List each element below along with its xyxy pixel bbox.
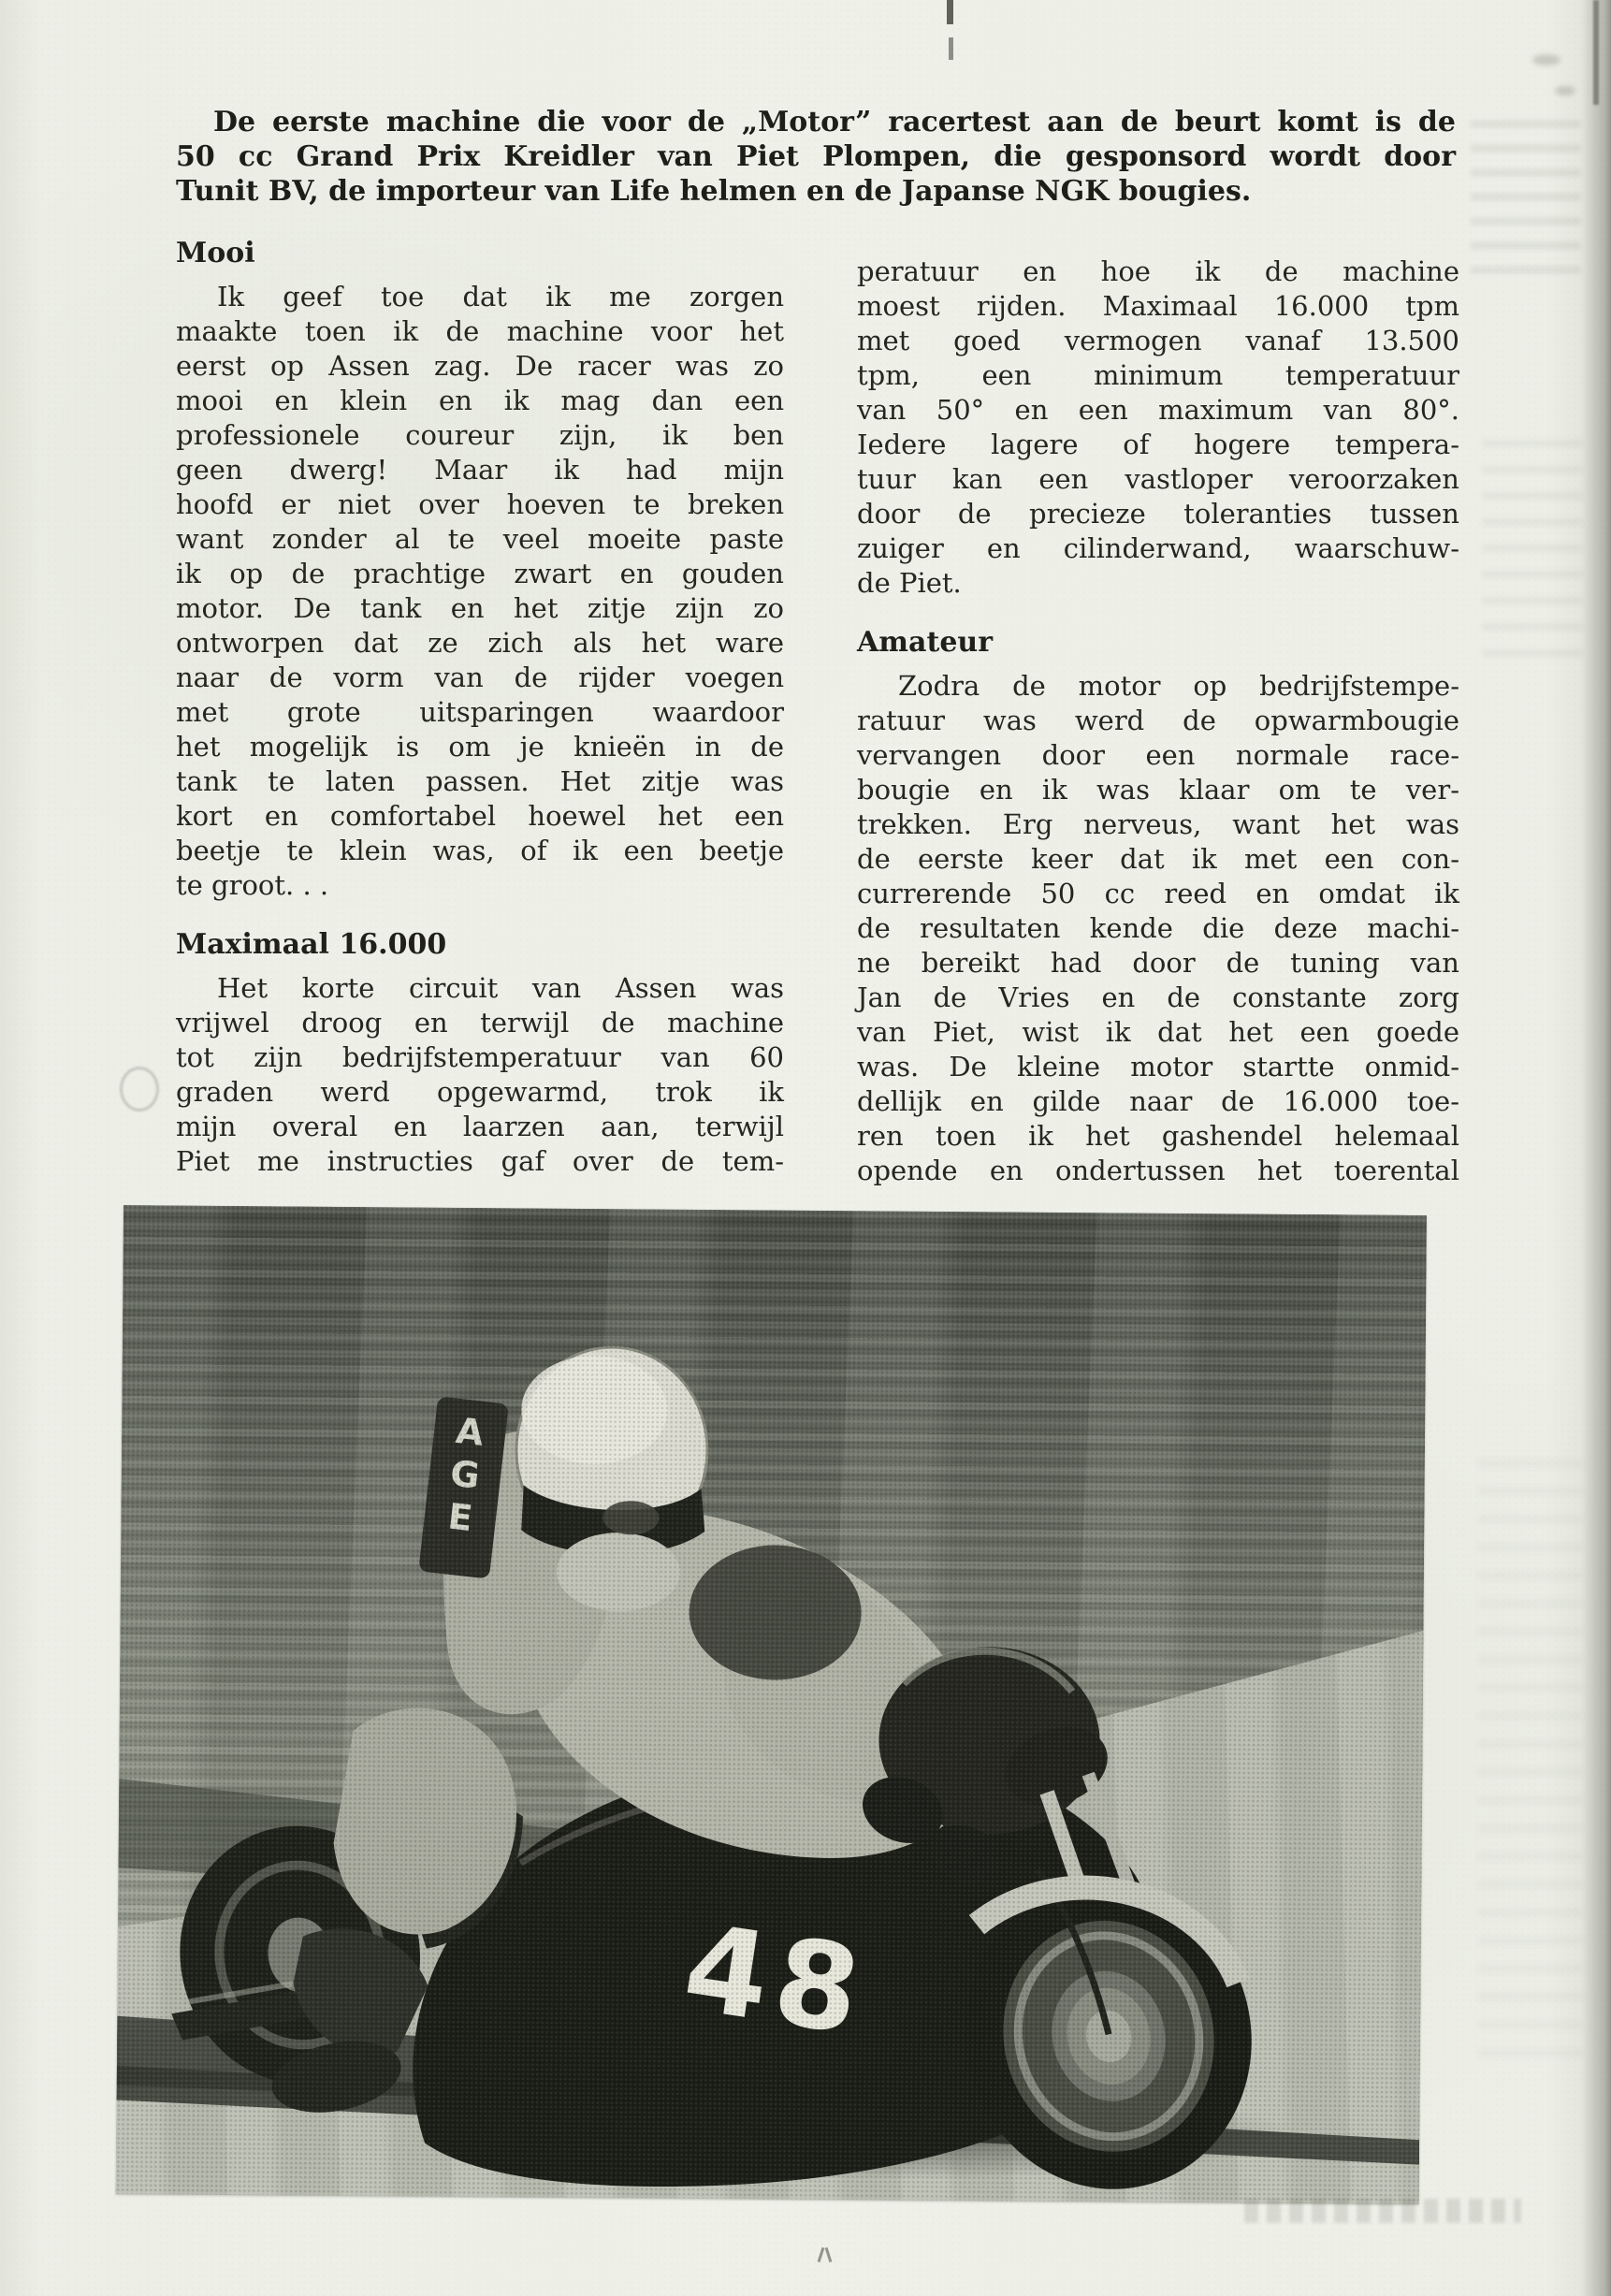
section-heading: Mooi [176,237,255,269]
text-line: Het korte circuit van Assen was [217,972,784,1004]
text-line: Zodra de motor op bedrijfstempe- [898,670,1459,702]
stray-pen-mark [825,2247,833,2262]
text-line: met grote uitsparingen waardoor [176,696,784,728]
text-line: trekken. Erg nerveus, want het was [857,808,1459,840]
photo-halftone-overlay-light [116,1205,1427,2204]
scan-smudge [1555,86,1575,95]
text-line: beetje te klein was, of ik een beetje [176,835,784,866]
text-line: hoofd er niet over hoeven te breken [176,488,784,520]
text-line: de resultaten kende die deze machi- [857,912,1459,944]
text-line: tpm, een minimum temperatuur [857,359,1459,391]
text-line: want zonder al te veel moeite paste [176,523,784,555]
page-right-edge-shadow [1581,0,1611,2296]
text-line: peratuur en hoe ik de machine [857,255,1459,287]
text-line: kort en comfortabel hoewel het een [176,800,784,832]
text-line: vervangen door een normale race- [857,739,1459,771]
bleed-through-text-ghost [1471,120,1581,279]
stray-pen-mark [818,2247,825,2262]
section-heading: Maximaal 16.000 [176,928,447,961]
text-line: ne bereikt had door de tuning van [857,947,1459,979]
intro-line: 50 cc Grand Prix Kreidler van Piet Plompen, die gesponsord wordt door [176,140,1456,173]
text-line: Iedere lagere of hogere tempera- [857,429,1459,460]
text-line: vrijwel droog en terwijl de machine [176,1007,784,1039]
text-line: opende en ondertussen het toerental [857,1155,1459,1186]
race-photo [116,1205,1427,2204]
text-line: eerst op Assen zag. De racer was zo [176,350,784,382]
text-line: ontworpen dat ze zich als het ware [176,627,784,659]
text-line: mooi en klein en ik mag dan een [176,385,784,416]
text-line: motor. De tank en het zitje zijn zo [176,592,784,624]
top-fold-tick-mark [947,0,953,24]
text-line: het mogelijk is om je knieën in de [176,731,784,763]
bleed-through-text-ghost [1478,1460,1583,2058]
text-line: tank te laten passen. Het zitje was [176,765,784,797]
scan-smudge [1532,54,1560,65]
text-line: Jan de Vries en de constante zorg [857,981,1459,1013]
bleed-through-text-ghost [1482,440,1583,674]
text-line: mijn overal en laarzen aan, terwijl [176,1111,784,1142]
text-line: graden werd opgewarmd, trok ik [176,1076,784,1108]
top-fold-tick-mark-2 [949,37,953,60]
text-line: ik op de prachtige zwart en gouden [176,558,784,589]
text-line: ratuur was werd de opwarmbougie [857,705,1459,736]
text-line: Ik geef toe dat ik me zorgen [217,281,784,312]
text-line: de Piet. [857,567,962,599]
text-line: currerende 50 cc reed en omdat ik [857,878,1459,909]
text-line: van Piet, wist ik dat het een goede [857,1016,1459,1048]
section-heading: Amateur [857,626,994,659]
text-line: professionele coureur zijn, ik ben [176,419,784,451]
text-line: maakte toen ik de machine voor het [176,315,784,347]
text-line: met goed vermogen vanaf 13.500 [857,325,1459,356]
intro-paragraph [176,105,1456,209]
paragraph [857,254,1459,601]
text-line: te groot. . . [176,869,329,901]
text-line: ren toen ik het gashendel helemaal [857,1120,1459,1152]
text-line: naar de vorm van de rijder voegen [176,661,784,693]
left-column [176,236,784,1179]
text-line: door de precieze toleranties tussen [857,498,1459,530]
right-column [857,254,1459,1188]
text-line: de eerste keer dat ik met een con- [857,843,1459,875]
text-line: Piet me instructies gaf over de tem- [176,1145,784,1177]
text-line: tuur kan een vastloper veroorzaken [857,463,1459,495]
paragraph [857,669,1459,1188]
margin-circle-mark [120,1067,159,1112]
text-line: was. De kleine motor startte onmid- [857,1051,1459,1083]
intro-line: De eerste machine die voor de „Motor” racertest aan de beurt komt is de [213,106,1456,138]
intro-line: Tunit BV, de importeur van Life helmen en de Japanse NGK bougies. [176,175,1252,208]
text-line: geen dwerg! Maar ik had mijn [176,454,784,486]
paragraph [176,280,784,903]
text-line: tot zijn bedrijfstemperatuur van 60 [176,1041,784,1073]
paragraph [176,971,784,1179]
text-line: van 50° en een maximum van 80°. [857,394,1459,426]
right-edge-scan-line [1593,0,1599,105]
text-line: zuiger en cilinderwand, waarschuw- [857,532,1459,564]
text-line: moest rijden. Maximaal 16.000 tpm [857,290,1459,322]
text-line: bougie en ik was klaar om te ver- [857,774,1459,806]
text-line: dellijk en gilde naar de 16.000 toe- [857,1085,1459,1117]
